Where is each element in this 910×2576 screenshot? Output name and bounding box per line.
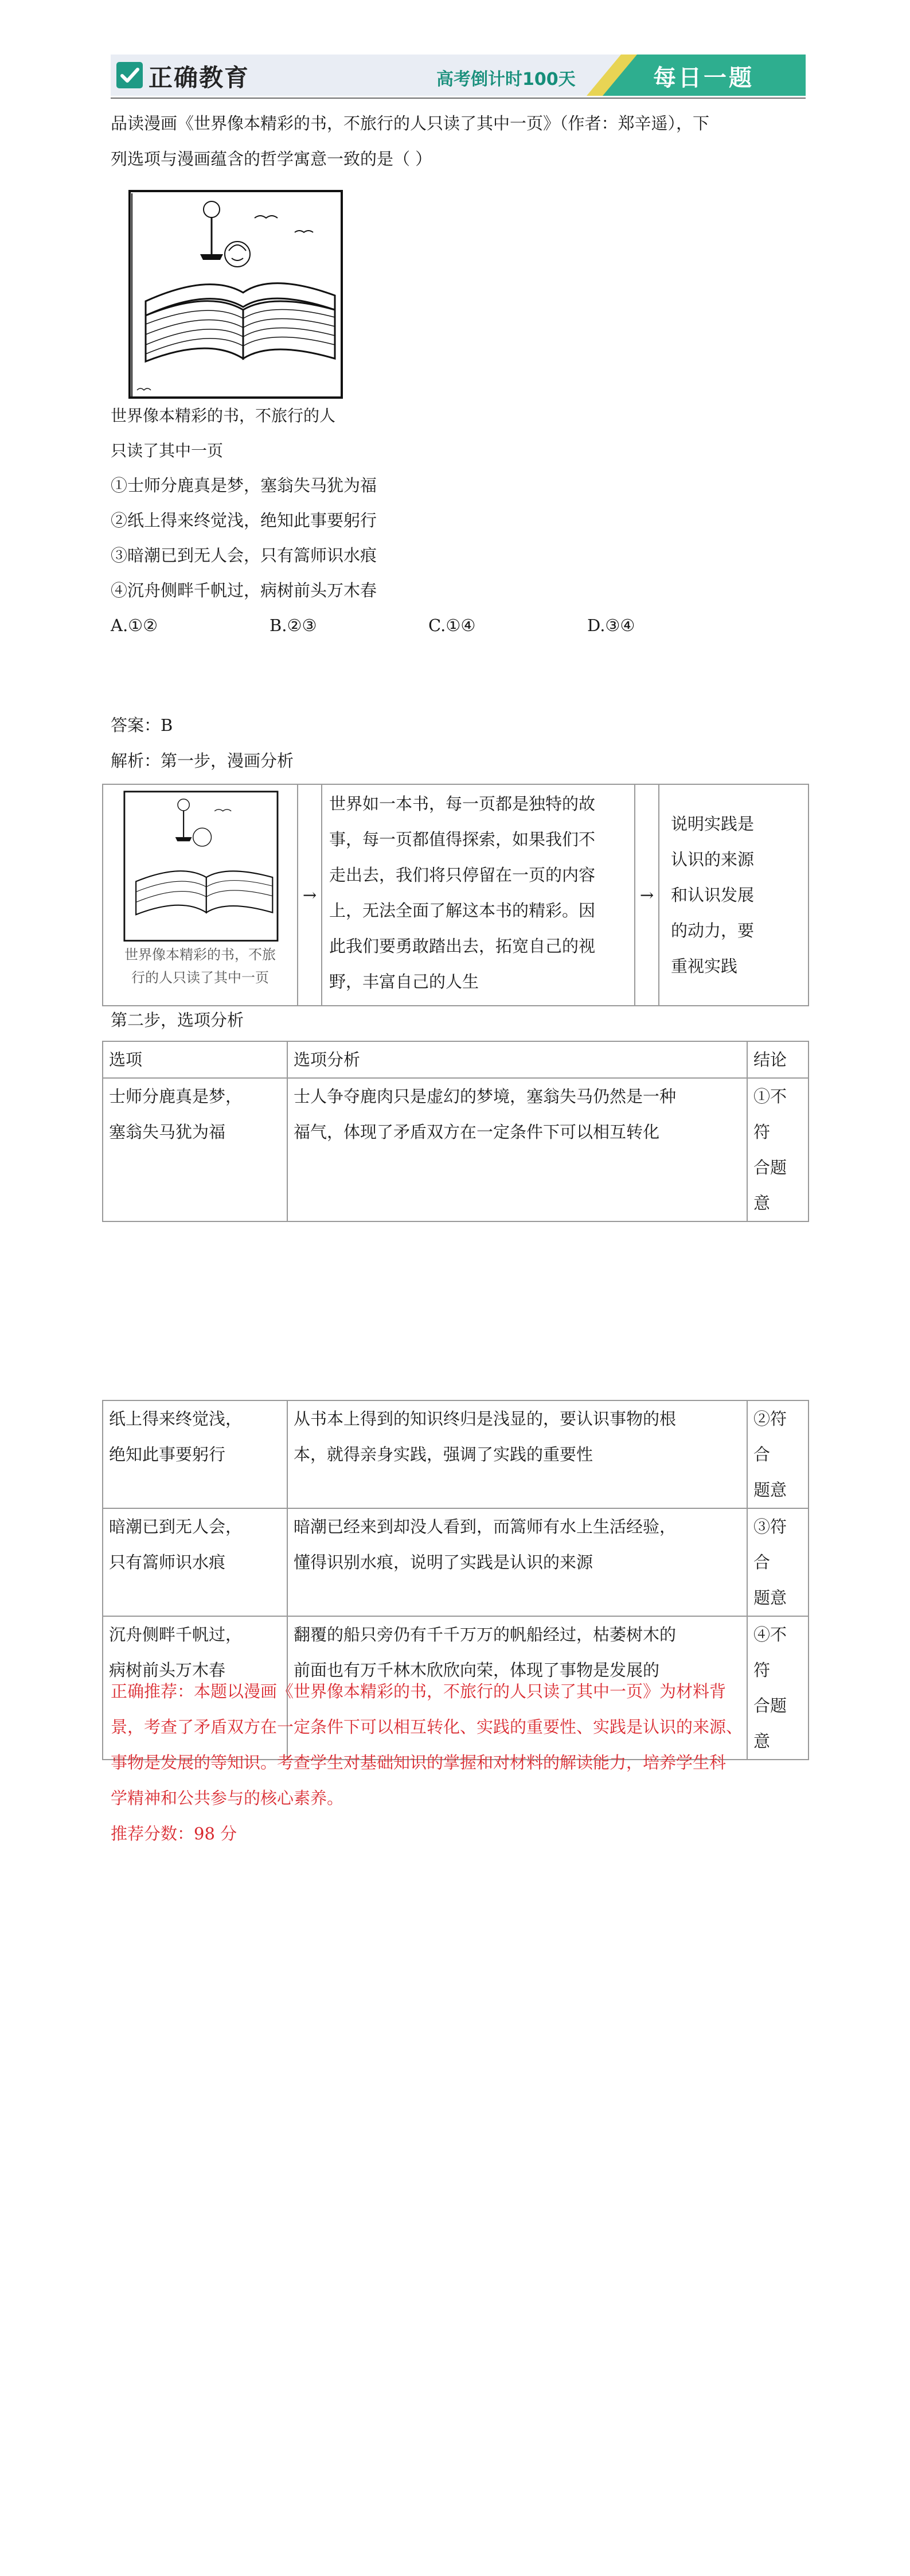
statement-item-4: ④沉舟侧畔千帆过，病树前头万木春 [111,581,377,600]
header-analysis: 选项分析 [287,1041,747,1078]
option-analysis-table [102,1041,809,1222]
row-result: ④不符 合题意 [747,1616,809,1760]
row-option: 纸上得来终觉浅， 绝知此事要躬行 [103,1400,287,1508]
recommend-line2: 景，考查了矛盾双方在一定条件下可以相互转化、实践的重要性、实践是认识的来源、 [111,1717,743,1737]
option-c: C.①④ [428,616,476,635]
recommend-line4: 学精神和公共参与的核心素养。 [111,1788,344,1808]
row-analysis: 士人争夺鹿肉只是虚幻的梦境，塞翁失马仍然是一种 福气，体现了矛盾双方在一定条件下可以相互转化 [287,1078,747,1221]
row-option: 沉舟侧畔千帆过， 病树前头万木春 [103,1616,287,1760]
question-stem-line2: 列选项与漫画蕴含的哲学寓意一致的是（ ） [111,149,432,169]
statement-item-2: ②纸上得来终觉浅，绝知此事要躬行 [111,511,377,530]
cartoon-analysis-table [102,784,809,1006]
answer-line: 答案：B [111,715,173,735]
statement-item-3: ③暗潮已到无人会，只有篙师识水痕 [111,546,377,565]
header-result: 结论 [747,1041,809,1078]
question-stem-line1: 品读漫画《世界像本精彩的书，不旅行的人只读了其中一页》（作者：郑辛遥），下 [111,114,710,133]
option-d: D.③④ [587,616,635,635]
cartoon-interpretation: 世界如一本书，每一页都是独特的故 事，每一页都值得探索，如果我们不 走出去，我们将只停留在一页的内容 上，无法全面了解这本书的精彩。因 此我们要勇敢踏出去，拓宽自己的视 野，丰富自己的人生 [322,784,635,1006]
flow-arrow-2: → [635,784,659,1006]
cartoon-illustration [123,186,346,401]
cartoon-caption-line1: 世界像本精彩的书，不旅行的人 [111,406,336,425]
cartoon-thumbnail [117,788,283,943]
row-analysis: 暗潮已经来到却没人看到，而篙师有水上生活经验， 懂得识别水痕，说明了实践是认识的来源 [287,1508,747,1616]
header-option: 选项 [103,1041,287,1078]
recommend-score: 推荐分数：98 分 [111,1824,237,1843]
row-option: 暗潮已到无人会， 只有篙师识水痕 [103,1508,287,1616]
header-banner [111,55,806,96]
row-result: ③符合 题意 [747,1508,809,1616]
row-option: 士师分鹿真是梦， 塞翁失马犹为福 [103,1078,287,1221]
step1-label: 解析：第一步，漫画分析 [111,751,294,771]
cartoon-cell [103,784,298,1006]
recommend-line1: 正确推荐：本题以漫画《世界像本精彩的书，不旅行的人只读了其中一页》为材料背 [111,1682,727,1701]
row-analysis: 翻覆的船只旁仍有千千万万的帆船经过，枯萎树木的 前面也有万千林木欣欣向荣，体现了事物是发展的 [287,1616,747,1760]
header-divider [111,98,806,99]
brand-name: 正确教育 [149,64,250,92]
daily-question-label: 每日一题 [653,65,754,91]
table-row [103,1078,809,1221]
row-result: ②符合 题意 [747,1400,809,1508]
thumbnail-caption-line2: 行的人只读了其中一页 [131,970,269,986]
thumbnail-caption-line1: 世界像本精彩的书，不旅 [124,947,276,963]
flow-arrow-1: → [298,784,322,1006]
table-row [103,1508,809,1616]
cartoon-conclusion: 说明实践是 认识的来源 和认识发展 的动力，要 重视实践 [659,784,809,1006]
statement-item-1: ①士师分鹿真是梦，塞翁失马犹为福 [111,476,377,495]
checkmark-icon [116,62,143,88]
row-analysis: 从书本上得到的知识终归是浅显的，要认识事物的根 本，就得亲身实践，强调了实践的重要性 [287,1400,747,1508]
recommend-line3: 事物是发展的等知识。考查学生对基础知识的掌握和对材料的解读能力，培养学生科 [111,1753,727,1772]
step2-label: 第二步，选项分析 [111,1010,244,1030]
option-a: A.①② [111,616,158,635]
countdown-label: 高考倒计时100天 [436,69,576,90]
cartoon-caption-line2: 只读了其中一页 [111,441,224,460]
table-row [103,1400,809,1508]
table-header-row [103,1041,809,1078]
row-result: ①不符 合题意 [747,1078,809,1221]
option-b: B.②③ [270,616,317,635]
